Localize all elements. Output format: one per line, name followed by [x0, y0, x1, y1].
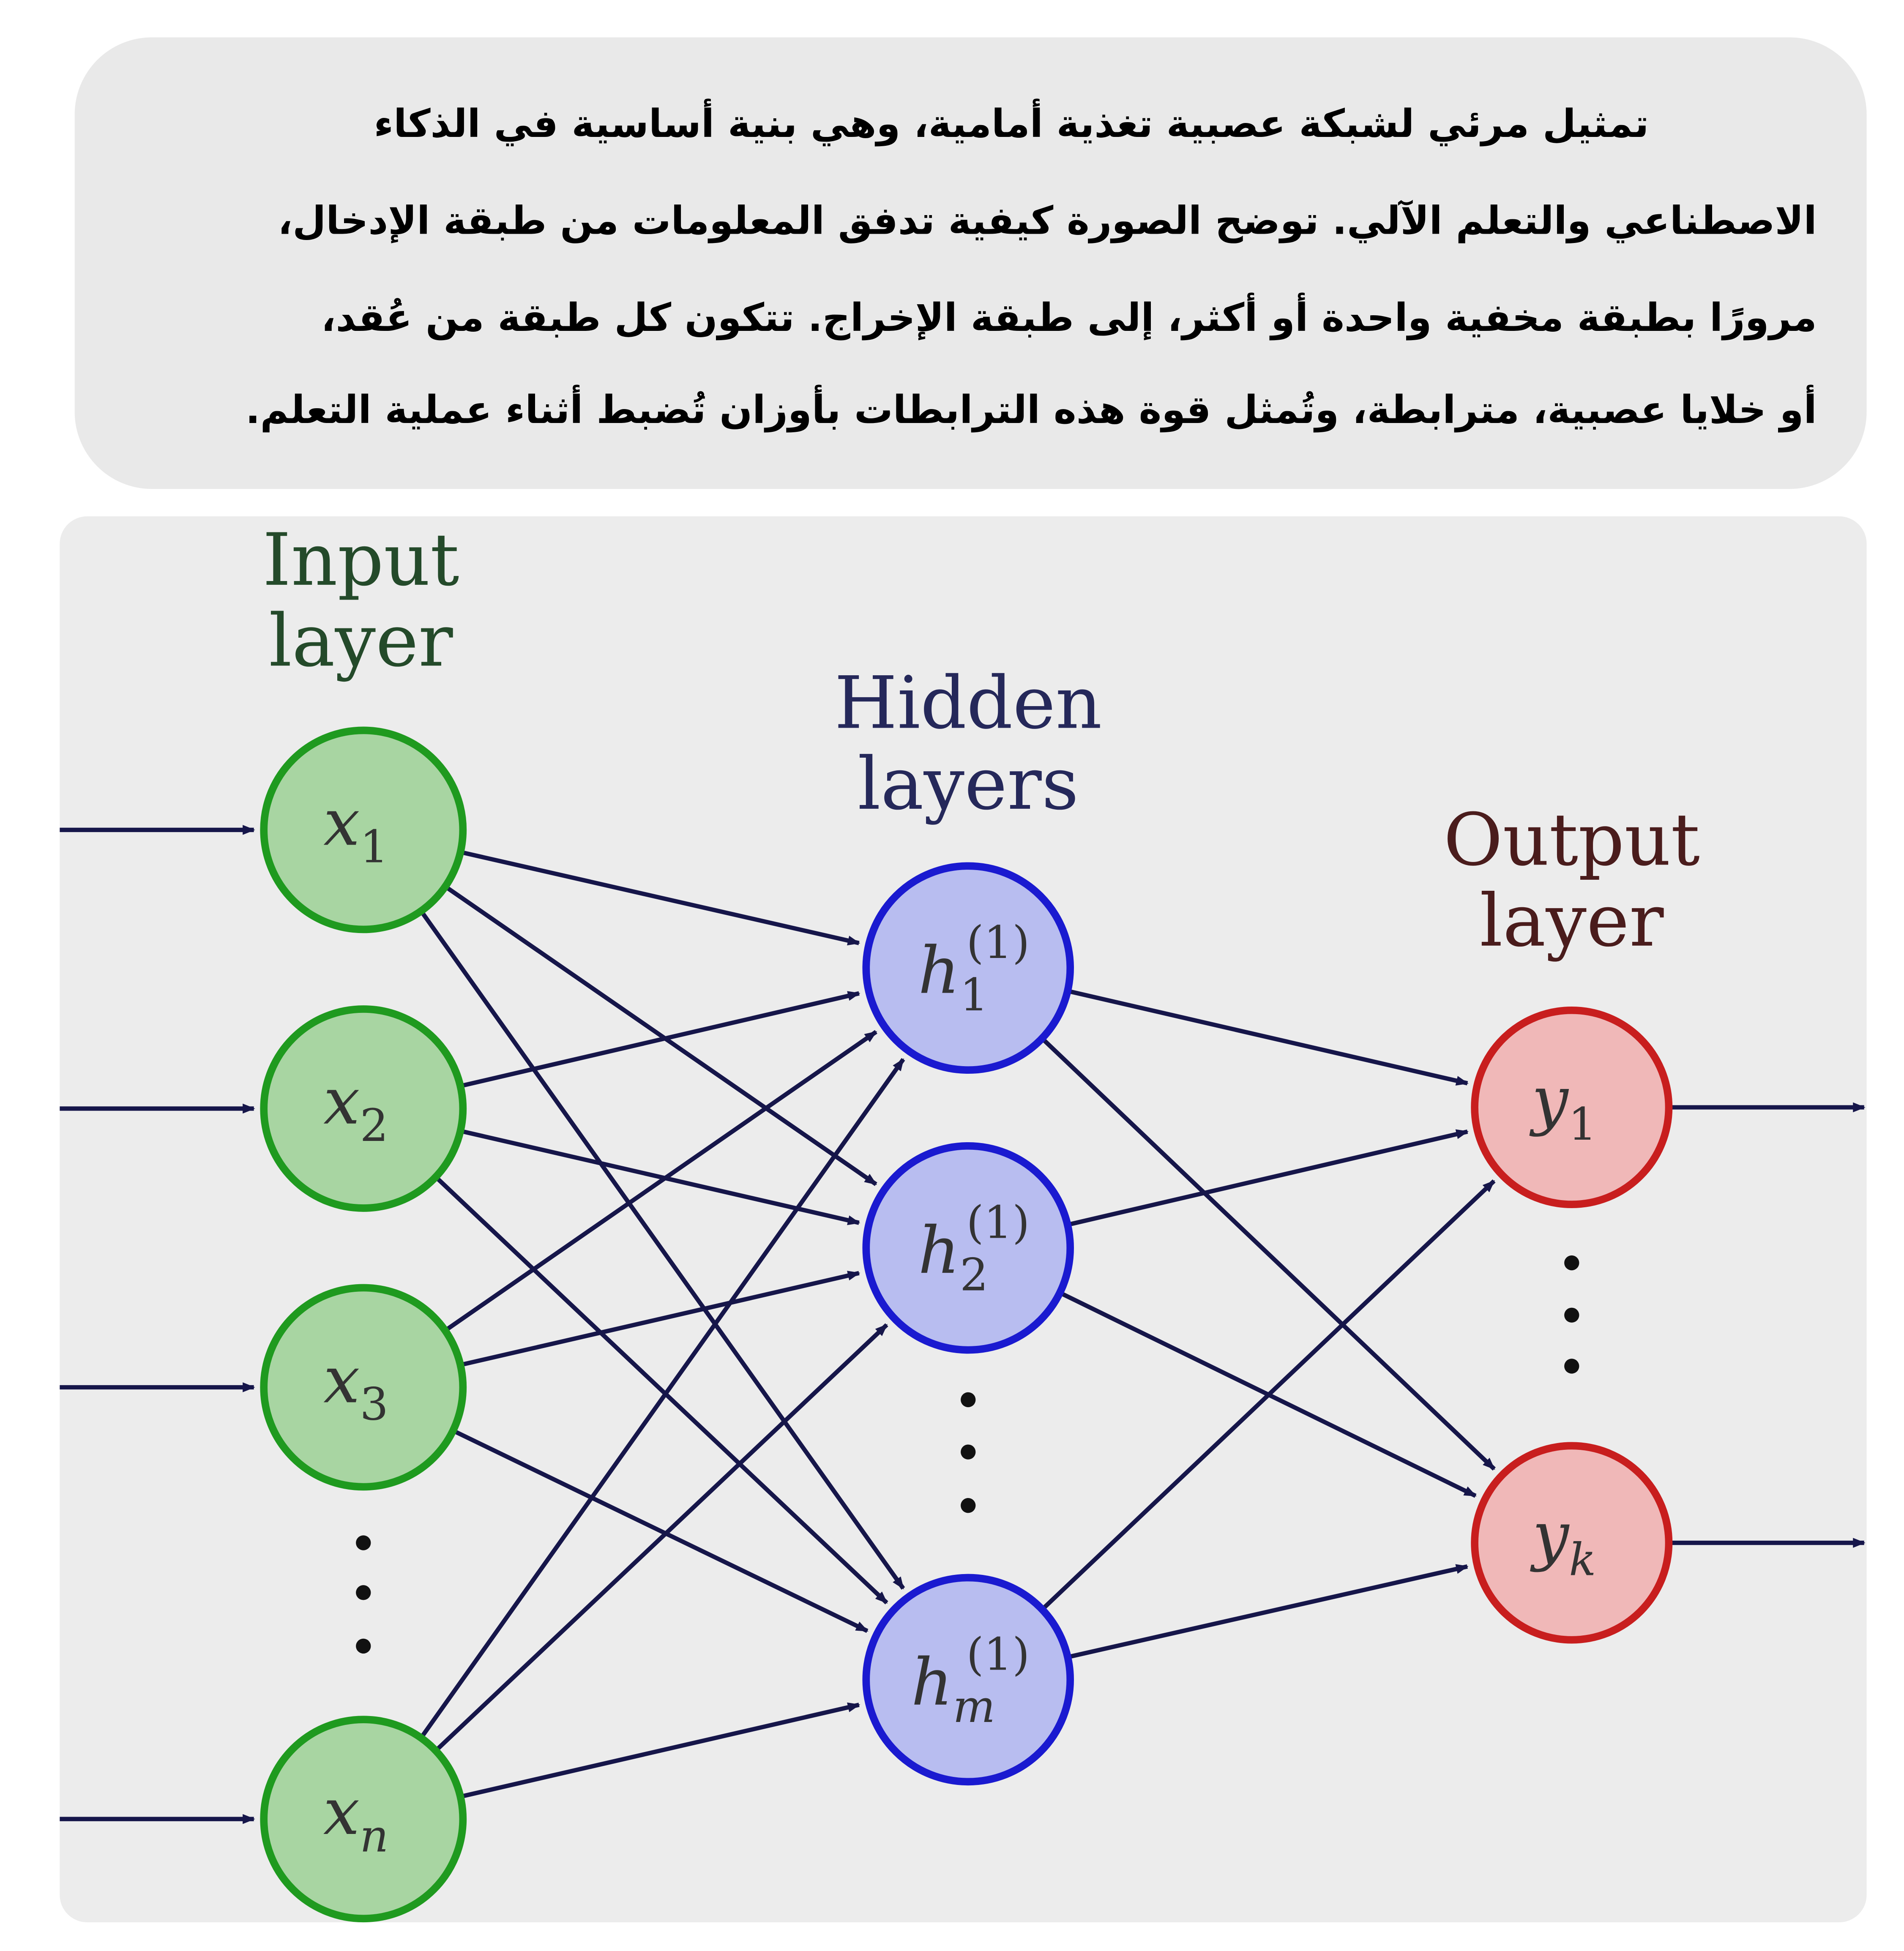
output-node-k: [1475, 1446, 1669, 1640]
hidden-layer-title-2: layers: [858, 742, 1079, 826]
ellipsis-dot: [356, 1585, 371, 1600]
node-superscript: (1): [966, 917, 1030, 969]
connection-edge: [453, 1431, 867, 1631]
connection-edge: [421, 1059, 903, 1738]
ellipsis-dot: [356, 1639, 371, 1654]
input-layer-title-1: Input: [262, 518, 459, 602]
node-label: $h_1$: [918, 933, 989, 1021]
description-line-3: مرورًا بطبقة مخفية واحدة أو أكثر، إلى طبقة الإخراج. تتكون كل طبقة من عُقد،: [321, 296, 1817, 341]
ellipsis-dot: [356, 1535, 371, 1550]
connection-edge: [460, 993, 859, 1086]
description-line-2: الاصطناعي والتعلم الآلي. توضح الصورة كيفية تدفق المعلومات من طبقة الإدخال،: [278, 199, 1817, 244]
ellipsis-dot: [961, 1444, 975, 1459]
output-layer-title-2: layer: [1479, 879, 1664, 963]
hidden-layer-title-1: Hidden: [834, 661, 1102, 745]
connection-edge: [1042, 1181, 1494, 1610]
description-line-4: أو خلايا عصبية، مترابطة، وتُمثل قوة هذه الترابطات بأوزان تُضبط أثناء عملية التعلم.: [245, 388, 1817, 433]
node-label: $y_k$: [1532, 1498, 1596, 1586]
connection-edge: [1042, 1038, 1494, 1469]
input-node-n: [264, 1719, 463, 1918]
hidden-node-1: [866, 866, 1070, 1070]
output-node-1: [1475, 1010, 1669, 1204]
connection-edge: [460, 852, 859, 943]
node-label: $h_2$: [918, 1213, 989, 1301]
ellipsis-dot: [1564, 1255, 1579, 1270]
node-superscript: (1): [966, 1628, 1030, 1681]
node-label: $x_2$: [323, 1064, 388, 1152]
connection-edge: [1068, 991, 1467, 1083]
input-layer-title-2: layer: [269, 599, 453, 683]
connection-edge: [460, 1273, 859, 1365]
node-label: $h_m$: [911, 1645, 995, 1733]
node-label: $x_1$: [323, 785, 388, 873]
connection-edge: [1068, 1566, 1467, 1657]
ellipsis-dot: [961, 1498, 975, 1513]
output-layer-title-1: Output: [1443, 798, 1700, 882]
ellipsis-dot: [961, 1392, 975, 1407]
description-line-1: تمثيل مرئي لشبكة عصبية تغذية أمامية، وهي بنية أساسية في الذكاء: [374, 102, 1649, 147]
node-label: $y_1$: [1532, 1062, 1597, 1151]
connection-edge: [1068, 1132, 1467, 1225]
ellipsis-dot: [1564, 1308, 1579, 1323]
connection-edge: [421, 911, 903, 1588]
input-node-3: [264, 1288, 463, 1487]
connection-edge: [460, 1705, 859, 1796]
node-label: $x_3$: [323, 1343, 388, 1430]
hidden-node-m: [866, 1577, 1070, 1782]
node-label: $x_n$: [323, 1774, 389, 1862]
input-node-2: [264, 1009, 463, 1208]
node-superscript: (1): [966, 1196, 1030, 1249]
hidden-node-2: [866, 1146, 1070, 1350]
ellipsis-dot: [1564, 1359, 1579, 1373]
input-node-1: [264, 730, 463, 929]
